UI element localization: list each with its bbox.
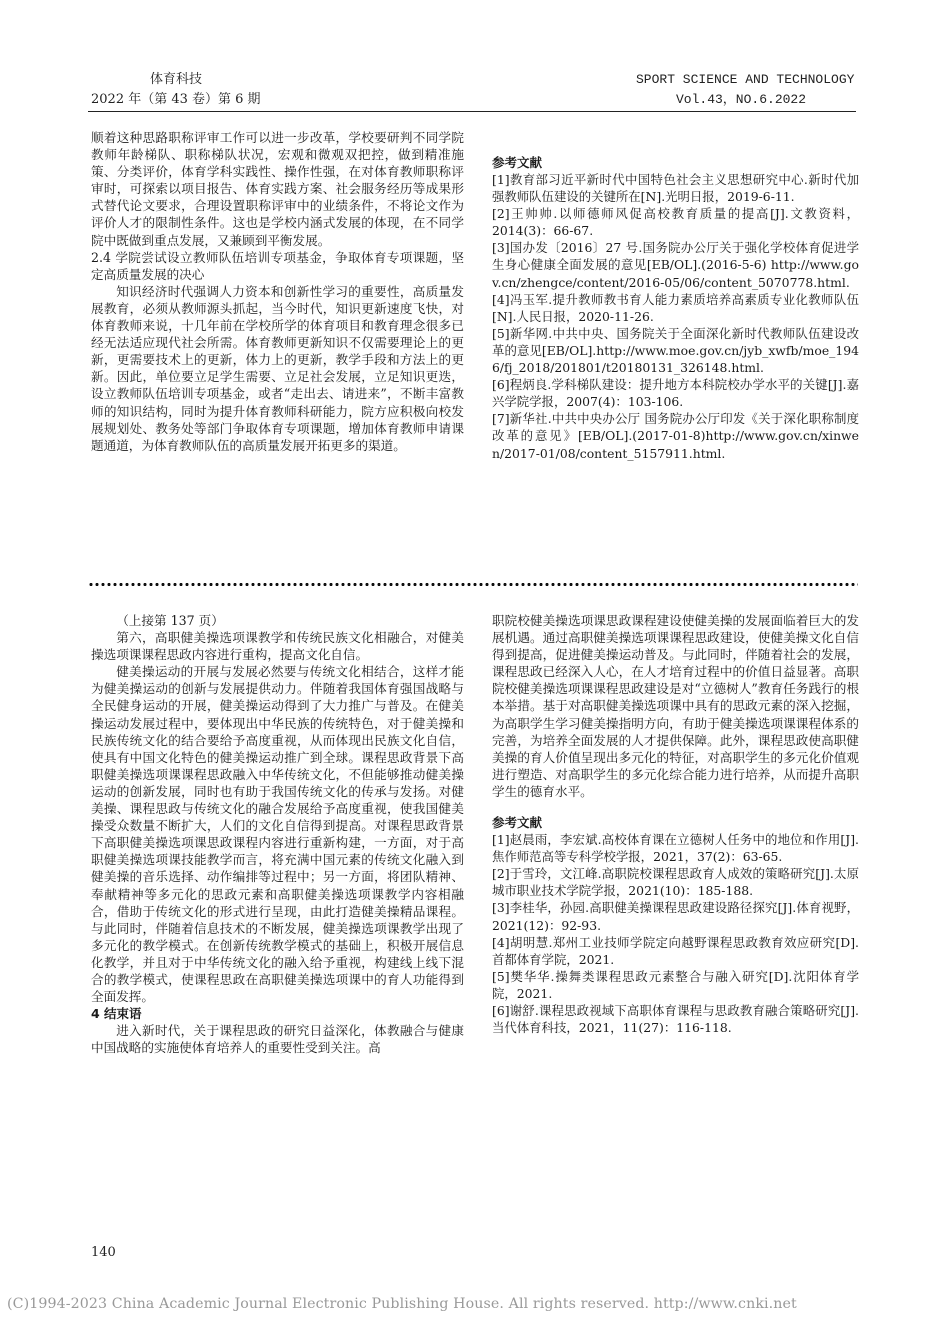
reference-item: [4]胡明慧.郑州工业技师学院定向越野课程思政教育效应研究[D].首都体育学院，2021.: [492, 934, 859, 967]
copyright-footer: (C)1994-2023 China Academic Journal Electronic Publishing House. All rights reserved. http://www.cnki.net: [7, 1296, 797, 1312]
references-heading: 参考文献: [492, 155, 543, 170]
journal-issue-en: Vol.43，NO.6.2022: [676, 92, 807, 107]
references-heading: 参考文献: [492, 815, 543, 831]
reference-item: [5]新华网.中共中央、国务院关于全面深化新时代教师队伍建设改革的意见[EB/OL].http://www.moe.gov.cn/jyb_xwfb/moe_1946/fj_2018/201801/t20180131_326148.html.: [492, 325, 859, 376]
body-paragraph: 进入新时代，关于课程思政的研究日益深化，体教融合与健康中国战略的实施使体育培养人的重要性受到关注。高: [91, 1023, 464, 1056]
reference-item: [3]李桂华，孙园.高职健美操课程思政建设路径探究[J].体育视野，2021(12)：92-93.: [492, 900, 859, 933]
page-number: 140: [91, 1245, 116, 1260]
header-rule: [88, 111, 856, 112]
upper-left-column: [91, 129, 464, 454]
body-paragraph: 健美操运动的开展与发展必然要与传统文化相结合，这样才能为健美操运动的创新与发展提供动力。伴随着我国体育强国战略与全民健身运动的开展，健美操运动得到了大力推广与普及。在健美操运动发展过程中，要体现出中华民族的传统特色，对于健美操和民族传统文化的结合要给予高度重视，从而体现出民族文化自信，使具有中国文化特色的健美操运动推广到全球。课程思政背景下高职健美操选项课课程思政融入中华传统文化，不但能够推动健美操运动的创新发展，同时也有助于我国传统文化的传承与发扬。对健美操、课程思政与传统文化的融合发展给予高度重视，使我国健美操受众数量不断扩大，人们的文化自信得到提高。对课程思政背景下高职健美操选项课思政课程内容进行重新构建，一方面，对于高职健美操选项课技能教学而言，将充满中国元素的传统文化融入到健美操的音乐选择、动作编排等过程中；另一方面，将团队精神、奉献精神等多元化的思政元素和高职健美操选项课教学内容相融合，借助于传统文化的形式进行呈现，由此打造健美操精品课程。与此同时，伴随着信息技术的不断发展，健美操选项课教学出现了多元化的教学模式。在创新传统教学模式的基础上，积极开展信息化教学，并且对于中华传统文化的融入给予重视，构建线上线下混合的教学模式，使课程思政在高职健美操选项课中的育人功能得到全面发挥。: [91, 664, 464, 1005]
section-heading: 2.4 学院尝试设立教师队伍培训专项基金，争取体育专项课题，坚定高质量发展的决心: [91, 249, 464, 282]
reference-item: [6]谢舒.课程思政视域下高职体育课程与思政教育融合策略研究[J].当代体育科技，2021，11(27)：116-118.: [492, 1002, 859, 1036]
reference-item: [7]新华社.中共中央办公厅 国务院办公厅印发《关于深化职称制度改革的意见》[EB/OL].(2017-01-8)http://www.gov.cn/xinwen/2017-01/08/content_5157911.html.: [492, 411, 859, 461]
reference-item: [5]樊华华.操舞类课程思政元素整合与融入研究[D].沈阳体育学院，2021.: [492, 968, 859, 1001]
body-paragraph: 第六，高职健美操选项课教学和传统民族文化相融合，对健美操选项课课程思政内容进行重构，提高文化自信。: [91, 630, 464, 663]
reference-item: [1]赵晨雨，李宏斌.高校体育课在立德树人任务中的地位和作用[J].焦作师范高等专科学校学报，2021，37(2)：63-65.: [492, 832, 859, 865]
lower-left-column: [91, 612, 464, 1056]
reference-item: [2]王帅帅.以师德师风促高校教育质量的提高[J].文教资料，2014(3)：66-67.: [492, 206, 859, 239]
reference-item: [6]程炳良.学科梯队建设：提升地方本科院校办学水平的关键[J].嘉兴学院学报，2007(4)：103-106.: [492, 377, 859, 410]
reference-item: [3]国办发〔2016〕27 号.国务院办公厅关于强化学校体育促进学生身心健康全面发展的意见[EB/OL].(2016-5-6) http://www.gov.cn/zhengce/content/2016-05/06/content_5070778.html.: [492, 240, 859, 290]
lower-right-column: [492, 612, 859, 1036]
body-paragraph: 职院校健美操选项课思政课程建设使健美操的发展面临着巨大的发展机遇。通过高职健美操选项课课程思政建设，使健美操文化自信得到提高，促进健美操运动普及。与此同时，伴随着社会的发展，课程思政已经深入人心，在人才培育过程中的价值日益显著。高职院校健美操选项课课程思政建设是对“立德树人”教育任务践行的根本举措。基于对高职健美操选项课中具有的思政元素的深入挖掘，为高职学生学习健美操指明方向，有助于健美操选项课课程体系的完善，为培养全面发展的人才提供保障。此外，课程思政使高职健美操的育人价值呈现出多元化的特征，对高职学生的多元化价值观进行塑造、对高职学生的多元化综合能力进行培养，从而提升高职学生的德育水平。: [492, 613, 859, 799]
journal-title-en: SPORT SCIENCE AND TECHNOLOGY: [636, 72, 855, 87]
section-heading: 4 结束语: [91, 1006, 142, 1022]
reference-item: [4]冯玉军.提升教师教书育人能力素质培养高素质专业化教师队伍[N].人民日报，2020-11-26.: [492, 291, 859, 324]
continued-note: （上接第 137 页）: [116, 613, 224, 628]
upper-right-column: [492, 154, 859, 462]
body-paragraph: 知识经济时代强调人力资本和创新性学习的重要性，高质量发展教育，必须从教师源头抓起，当今时代，知识更新速度飞快，对体育教师来说，十几年前在学校所学的体育项目和教育理念很多已经无法适应现代社会所需。体育教师更新知识不仅需要理论上的更新，更需要技术上的更新，体力上的更新，教学手段和方法上的更新。因此，单位要立足学生需要、立足社会发展，立足知识更迭，设立教师队伍培训专项基金，或者“走出去、请进来”，不断丰富教师的知识结构，同时为提升体育教师科研能力，院方应积极向校发展规划处、教务处等部门争取体育专项课题，增加体育教师申请课题通道，为体育教师队伍的高质量发展开拓更多的渠道。: [91, 283, 464, 453]
body-paragraph: 顺着这种思路职称评审工作可以进一步改革，学校要研判不同学院教师年龄梯队、职称梯队状况，宏观和微观双把控，做到精准施策、分类评价，体育学科实践性、操作性强，在对体育教师职称评审时，可探索以项目报告、体育实践方案、社会服务经历等成果形式替代论文要求，合理设置职称评审中的业绩条件，不将论文作为评价人才的限制性条件。这也是学校内涵式发展的体现，在不同学院中既做到重点发展，又兼顾到平衡发展。: [91, 130, 464, 248]
article-separator: [88, 582, 858, 587]
journal-title-cn: 体育科技: [150, 72, 203, 87]
journal-issue-cn: 2022 年（第 43 卷）第 6 期: [91, 92, 261, 107]
reference-item: [2]于雪玲，文江峰.高职院校课程思政育人成效的策略研究[J].太原城市职业技术学院学报，2021(10)：185-188.: [492, 866, 859, 899]
reference-item: [1]教育部习近平新时代中国特色社会主义思想研究中心.新时代加强教师队伍建设的关键所在[N].光明日报，2019-6-11.: [492, 172, 859, 205]
